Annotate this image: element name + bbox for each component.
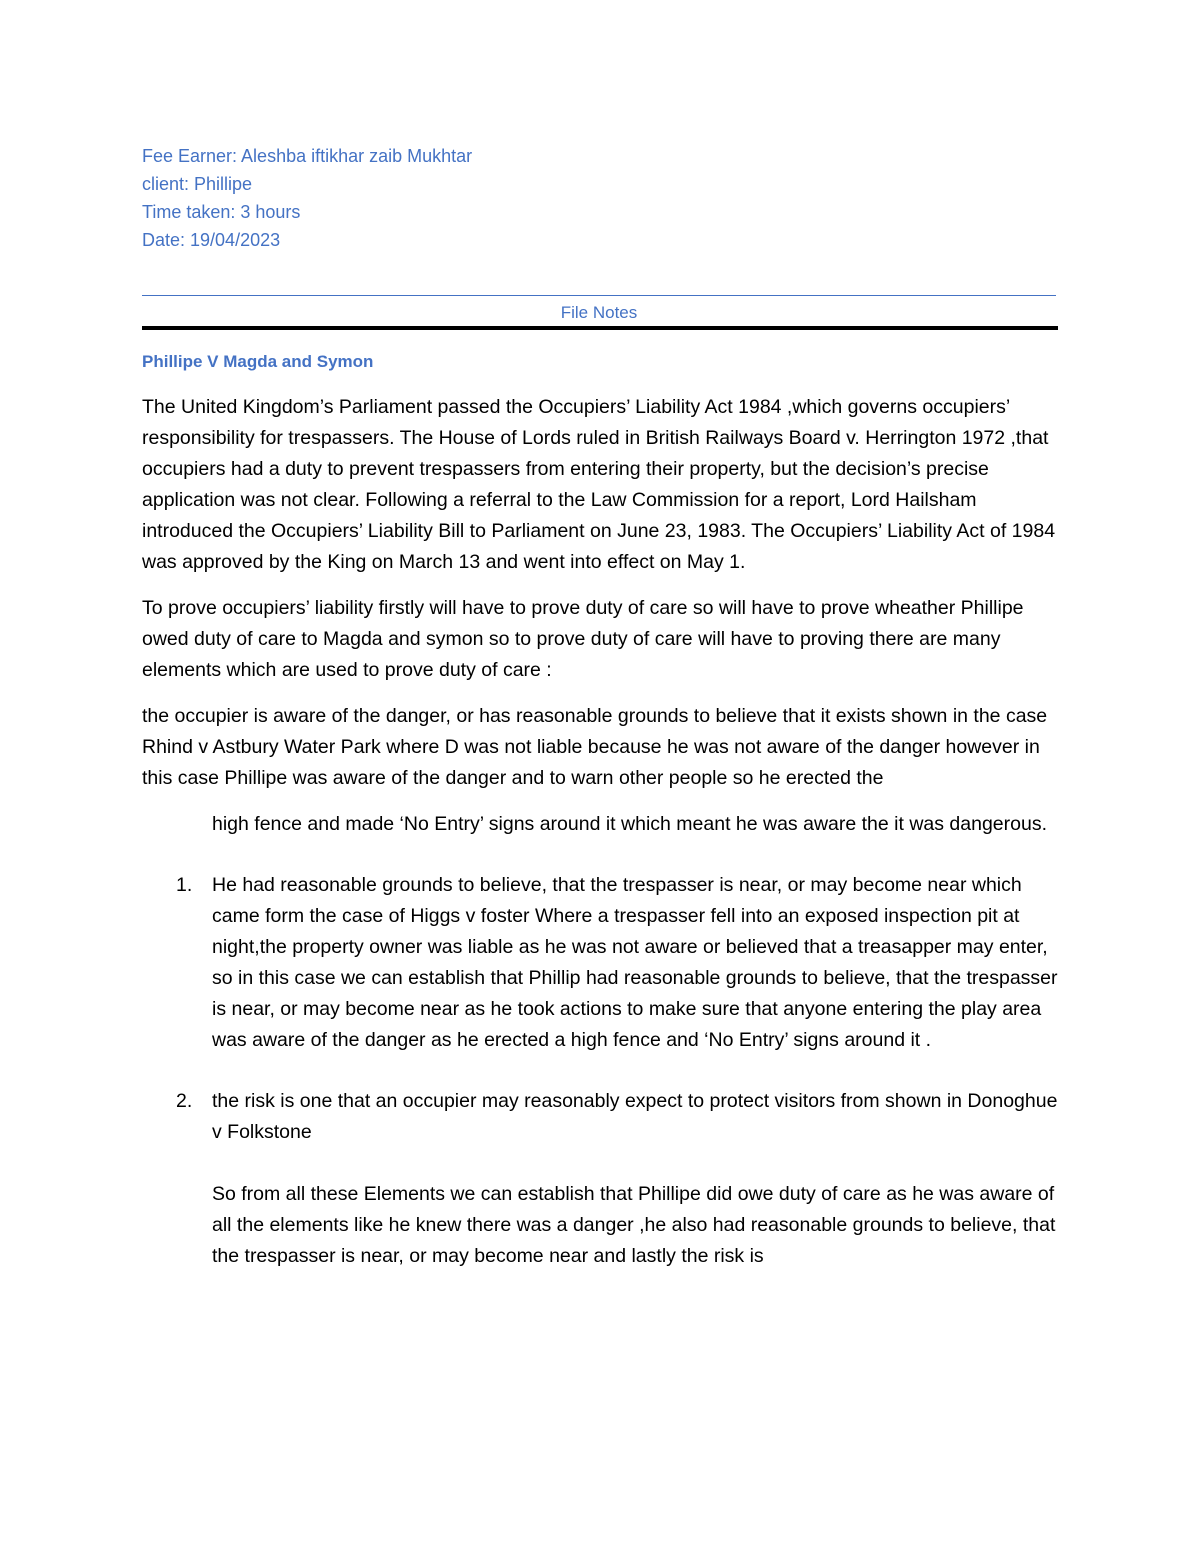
list-item-text: He had reasonable grounds to believe, that the trespasser is near, or may become near which came form the case of Higgs v foster Where a trespasser fell into an exposed inspection pit at night,the property owner was liable as he was not aware or believed that a treasapper may enter, so in this case we can establish that Phillip had reasonable grounds to believe, that the trespasser is near, or may become near as he took actions to make sure that anyone entering the play area was aware of the danger as he erected a high fence and ‘No Entry’ signs around it .: [212, 874, 1058, 1051]
subtitle-bottom-divider: [142, 326, 1058, 330]
paragraph-intro: The United Kingdom’s Parliament passed the Occupiers’ Liability Act 1984 ,which governs occupiers’ responsibility for trespassers. The House of Lords ruled in British Railways Board v. Herrington 1972 ,that occupiers had a duty to prevent trespassers from entering their property, but the decision’s precise application was not clear. Following a referral to the Law Commission for a report, Lord Hailsham introduced the Occupiers’ Liability Bill to Parliament on June 23, 1983. The Occupiers’ Liability Act of 1984 was approved by the King on March 13 and went into effect on May 1.: [142, 396, 1056, 573]
time-taken-line: Time taken: 3 hours: [142, 202, 301, 222]
document-body: [142, 392, 1062, 1302]
paragraph-awareness: the occupier is aware of the danger, or has reasonable grounds to believe that it exists shown in the case Rhind v Astbury Water Park where D was not liable because he was not aware of the danger however in this case Phillipe was aware of the danger and to warn other people so he erected the: [142, 705, 1048, 789]
list-number: 2.: [176, 1090, 193, 1112]
fee-earner-line: Fee Earner: Aleshba iftikhar zaib Mukhtar: [142, 146, 473, 166]
list-number: 1.: [176, 874, 193, 896]
list-item-followup: So from all these Elements we can establish that Phillipe did owe duty of care as he was aware of all the elements like he knew there was a danger ,he also had reasonable grounds to believe, that the trespasser is near, or may become near and lastly the risk is: [212, 1183, 1056, 1267]
list-item: [142, 870, 1062, 1056]
paragraph-duty-of-care: To prove occupiers’ liability firstly will have to prove duty of care so will have to prove wheather Phillipe owed duty of care to Magda and symon so to prove duty of care will have to proving there are many elements which are used to prove duty of care :: [142, 597, 1024, 681]
file-header: [142, 142, 1062, 254]
document-subtitle: File Notes: [560, 303, 638, 322]
client-line: client: Phillipe: [142, 174, 253, 194]
date-line: Date: 19/04/2023: [142, 230, 281, 250]
case-title: Phillipe V Magda and Symon: [142, 352, 374, 371]
subtitle-top-divider: [142, 295, 1056, 296]
paragraph-fence: high fence and made ‘No Entry’ signs around it which meant he was aware the it was dangerous.: [212, 813, 1047, 835]
list-item-text: the risk is one that an occupier may reasonably expect to protect visitors from shown in Donoghue v Folkstone: [212, 1090, 1058, 1143]
list-item: [142, 1086, 1062, 1272]
